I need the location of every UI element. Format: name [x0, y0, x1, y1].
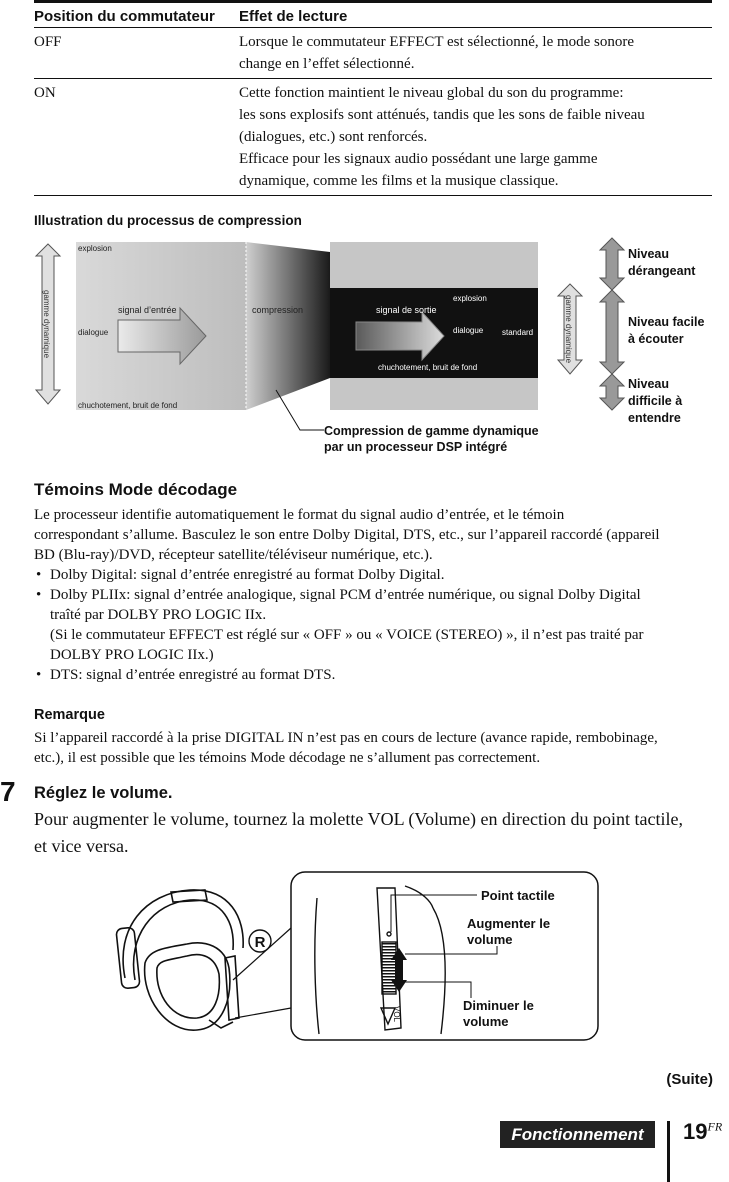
text-line: correspondant s’allume. Basculez le son entre Dolby Digital, DTS, etc., sur l’appareil raccordé (appareil — [34, 527, 660, 543]
vol-label: VOL — [392, 1006, 401, 1023]
text-line: Dolby PLIIx: signal d’entrée analogique, signal PCM d’entrée numérique, ou signal Dolby Digital — [50, 587, 641, 603]
compression-panel — [246, 242, 330, 410]
page-number-value: 19 — [683, 1119, 708, 1144]
bullet-item: • DTS: signal d’entrée enregistré au format DTS. — [34, 665, 724, 685]
step-number: 7 — [0, 776, 16, 807]
output-explosion-label: explosion — [453, 294, 487, 303]
text-line: traîté par DOLBY PRO LOGIC IIx. — [50, 607, 267, 623]
text-line: etc.), il est possible que les témoins Mode décodage ne s’allument pas correctement. — [34, 750, 541, 766]
bullet-item: • Dolby Digital: signal d’entrée enregistré au format Dolby Digital. — [34, 565, 724, 585]
step-text — [34, 806, 724, 860]
table-row — [34, 28, 712, 79]
level-hard-label: Niveau difficile à entendre — [628, 377, 683, 425]
remark-title: Remarque — [34, 707, 105, 723]
effect-table — [34, 0, 712, 196]
footer-divider — [667, 1121, 670, 1182]
text-line: (Si le commutateur EFFECT est réglé sur « OFF » ou « VOICE (STEREO) », il n’est pas traité par — [50, 627, 644, 643]
cell-line: Cette fonction maintient le niveau global du son du programme: — [239, 85, 624, 101]
decoding-title: Témoins Mode décodage — [34, 480, 238, 499]
text-line: et vice versa. — [34, 836, 129, 856]
headphones-icon — [116, 890, 243, 1030]
cell-line: change en l’effet sélectionné. — [239, 56, 415, 72]
cell-line: (dialogues, etc.) sont renforcés. — [239, 129, 428, 145]
illustration-heading: Illustration du processus de compression — [34, 213, 302, 228]
table-header: Effet de lecture — [239, 2, 712, 28]
volume-up-label: Augmenter le volume — [467, 916, 551, 947]
compression-diagram — [30, 232, 720, 460]
decoding-section — [34, 505, 724, 685]
headphones-illustration — [105, 868, 605, 1048]
table-cell: ON — [34, 79, 239, 196]
table-row — [34, 79, 712, 196]
table-cell — [239, 28, 712, 79]
cell-line: les sons explosifs sont atténués, tandis que les sons de faible niveau — [239, 107, 645, 123]
continued-label: (Suite) — [666, 1071, 713, 1088]
text-line: DOLBY PRO LOGIC IIx.) — [50, 647, 214, 663]
text-line: Si l’appareil raccordé à la prise DIGITAL IN n’est pas en cours de lecture (avance rapide, rembobinage, — [34, 730, 658, 746]
section-tab: Fonctionnement — [500, 1121, 655, 1148]
text-line: Dolby Digital: signal d’entrée enregistré au format Dolby Digital. — [50, 567, 445, 583]
gamme-label-right: gamme dynamique — [564, 294, 573, 364]
step-title: Réglez le volume. — [34, 784, 173, 802]
text-line: Pour augmenter le volume, tournez la molette VOL (Volume) en direction du point tactile, — [34, 809, 683, 829]
right-marker-label: R — [254, 934, 266, 951]
compression-label: compression — [252, 305, 304, 315]
decoding-intro — [34, 505, 724, 565]
page-number — [683, 1119, 722, 1145]
text-line: DTS: signal d’entrée enregistré au format DTS. — [50, 667, 336, 683]
gamme-label-left: gamme dynamique — [42, 289, 51, 359]
text-line: Le processeur identifie automatiquement le format du signal audio d’entrée, et le témoin — [34, 507, 565, 523]
dsp-caption: Compression de gamme dynamique par un processeur DSP intégré — [324, 424, 539, 454]
touch-point-label: Point tactile — [481, 888, 555, 903]
dynamic-range-arrow-left — [36, 244, 60, 404]
output-dialogue-label: dialogue — [453, 326, 484, 335]
input-signal-label: signal d’entrée — [118, 305, 177, 315]
output-signal-label: signal de sortie — [376, 305, 437, 315]
output-whisper-label: chuchotement, bruit de fond — [378, 363, 478, 372]
table-cell: OFF — [34, 28, 239, 79]
dynamic-range-arrow-right — [558, 284, 582, 374]
cell-line: Lorsque le commutateur EFFECT est sélectionné, le mode sonore — [239, 34, 635, 50]
cell-line: Efficace pour les signaux audio possédant une large gamme — [239, 151, 598, 167]
table-cell — [239, 79, 712, 196]
caption-leader — [276, 390, 324, 430]
remark-text — [34, 728, 724, 768]
level-easy-label: Niveau facile à écouter — [628, 315, 705, 346]
level-disturbing-label: Niveau dérangeant — [628, 247, 696, 278]
explosion-label: explosion — [78, 244, 112, 253]
table-header: Position du commutateur — [34, 2, 239, 28]
volume-down-label: Diminuer le volume — [463, 998, 534, 1029]
dialogue-label: dialogue — [78, 328, 109, 337]
whisper-label: chuchotement, bruit de fond — [78, 401, 178, 410]
level-arrows — [600, 238, 624, 410]
text-line: BD (Blu-ray)/DVD, récepteur satellite/téléviseur numérique, etc.). — [34, 547, 433, 563]
bullet-item: • Dolby PLIIx: signal d’entrée analogique, signal PCM d’entrée numérique, ou signal Dolby Digital traîté par DOLBY PRO LOGIC IIx. (Si le commutateur EFFECT est réglé sur « OFF » ou « VOICE (STEREO) », il n’est pas traité par DOLBY PRO LOGIC IIx.) — [34, 585, 724, 665]
cell-line: dynamique, comme les films et la musique classique. — [239, 173, 559, 189]
standard-label: standard — [502, 328, 534, 337]
page-language: FR — [707, 1119, 723, 1134]
